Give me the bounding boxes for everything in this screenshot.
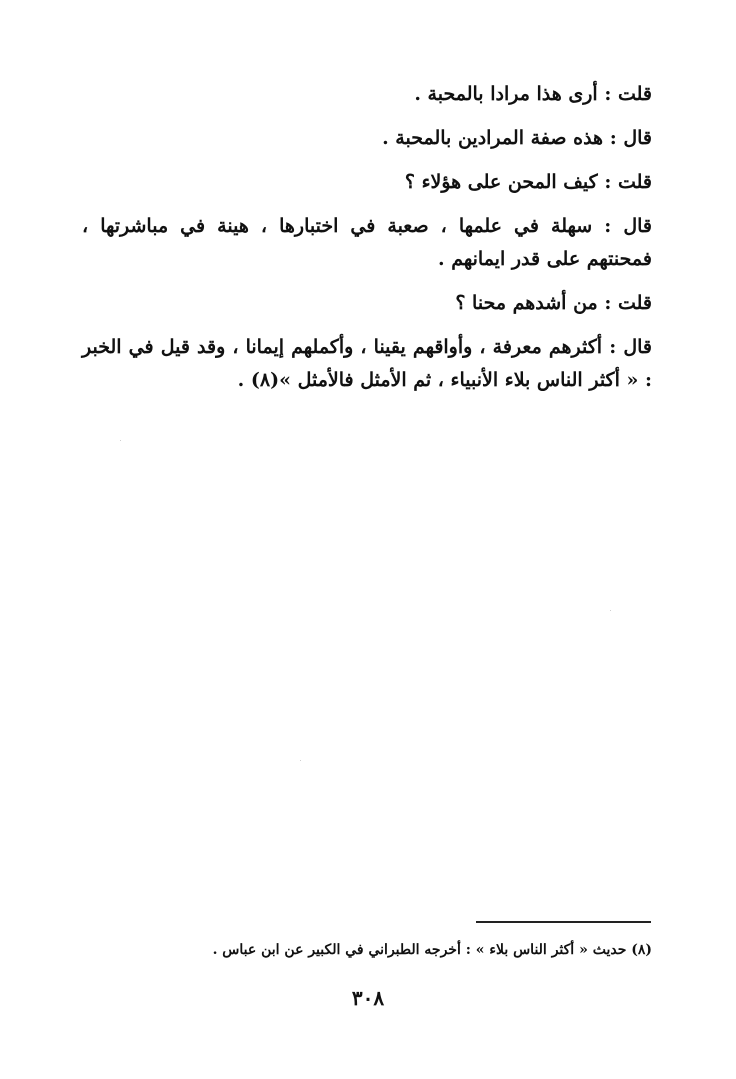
dialogue-line: قال : أكثرهم معرفة ، وأواقهم يقينا ، وأكملهم إيمانا ، وقد قيل في الخبر : « أكثر الناس بلاء الأنبياء ، ثم الأمثل فالأمثل »(٨) . bbox=[82, 336, 652, 391]
page-number: ٣٠٨ bbox=[351, 986, 385, 1010]
scan-speck bbox=[120, 440, 121, 441]
footnote: (٨) حديث « أكثر الناس بلاء » : أخرجه الطبراني في الكبير عن ابن عباس . bbox=[212, 942, 652, 958]
footnote-divider bbox=[476, 921, 651, 923]
dialogue-line: قال : سهلة في علمها ، صعبة في اختبارها ، هينة في مباشرتها ، فمحنتهم على قدر ايمانهم . bbox=[82, 215, 652, 270]
dialogue-line: قلت : أرى هذا مرادا بالمحبة . bbox=[414, 83, 652, 105]
scan-speck bbox=[300, 760, 301, 761]
scan-speck bbox=[610, 610, 611, 611]
dialogue-line: قلت : من أشدهم محنا ؟ bbox=[455, 292, 652, 314]
main-text bbox=[82, 78, 652, 408]
dialogue-line: قال : هذه صفة المرادين بالمحبة . bbox=[382, 127, 652, 149]
dialogue-line: قلت : كيف المحن على هؤلاء ؟ bbox=[404, 171, 652, 193]
